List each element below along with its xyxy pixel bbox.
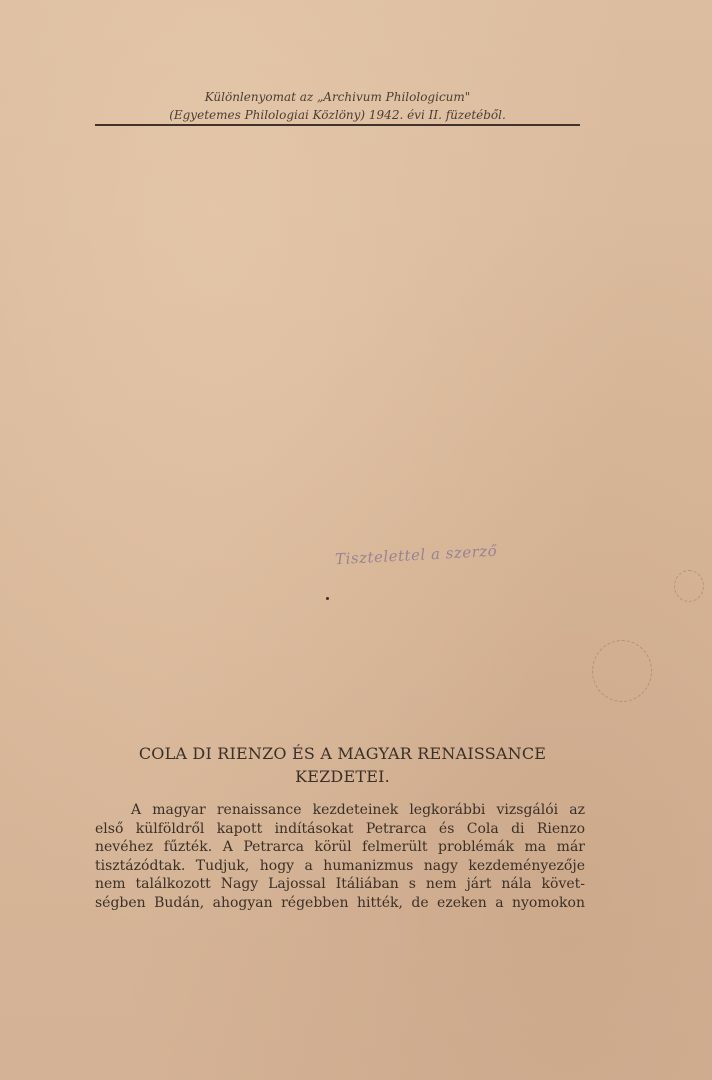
title-line-2: KEZDETEI.: [295, 767, 390, 786]
body-line: első külföldről kapott indításokat Petrarca és Cola di Rienzo: [95, 820, 585, 837]
header-line-2: (Egyetemes Philologiai Közlöny) 1942. évi II. füzetéből.: [169, 108, 506, 122]
dedication-stamp: Tisztelettel a szerző: [334, 541, 498, 569]
body-line: nevéhez fűzték. A Petrarca körül felmerült problémák ma már: [95, 839, 585, 855]
ink-dot: [326, 597, 329, 600]
body-line: A magyar renaissance kezdeteinek legkorábbi vizsgálói az: [131, 802, 585, 818]
paper-stain-mark: [592, 640, 652, 702]
paper-stain-mark: [674, 570, 704, 602]
body-line: tisztázódtak. Tudjuk, hogy a humanizmus nagy kezdeményezője: [95, 857, 585, 874]
title-line-1: COLA DI RIENZO ÉS A MAGYAR RENAISSANCE: [138, 744, 547, 763]
article-body: [95, 801, 585, 912]
offprint-header: [95, 88, 580, 124]
article-title: [95, 742, 590, 788]
body-line: nem találkozott Nagy Lajossal Itáliában s nem járt nála követ-: [95, 876, 585, 892]
header-rule: [95, 124, 580, 126]
header-line-1: Különlenyomat az „Archivum Philologicum": [204, 90, 471, 104]
body-line: ségben Budán, ahogyan régebben hitték, de ezeken a nyomokon: [95, 894, 585, 911]
